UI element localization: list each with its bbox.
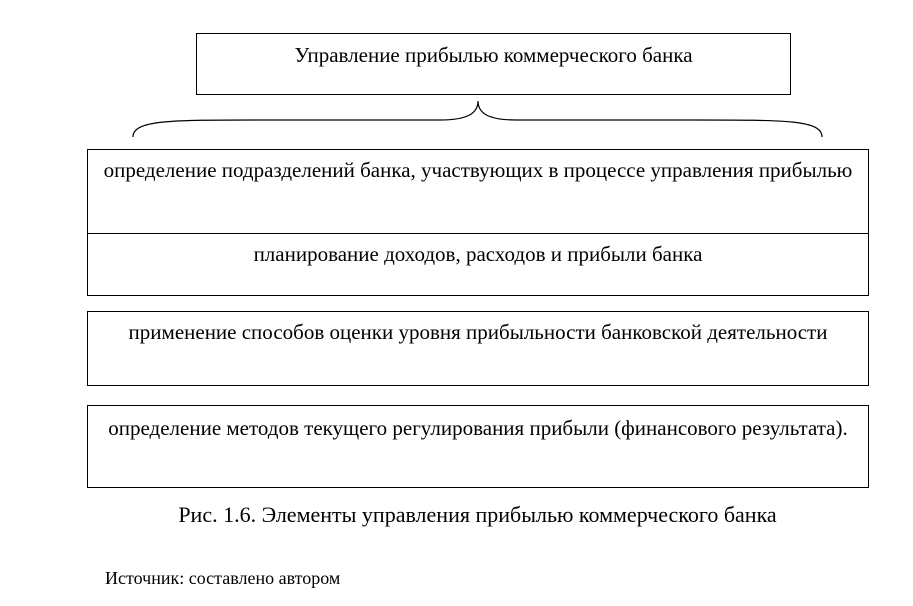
- figure-caption: Рис. 1.6. Элементы управления прибылью коммерческого банка: [178, 502, 777, 527]
- element-text-departments: определение подразделений банка, участвующих в процессе управления прибылью: [103, 158, 853, 182]
- source-note: Источник: составлено автором: [105, 568, 341, 588]
- element-box-departments: [88, 150, 868, 234]
- brace-path: [133, 101, 822, 137]
- elements-group-box: [87, 149, 869, 296]
- element-box-regulation-methods: [87, 405, 869, 488]
- element-text-regulation-methods: определение методов текущего регулирования прибыли (финансового результата).: [108, 416, 848, 440]
- element-box-planning: [88, 234, 868, 296]
- element-text-planning: планирование доходов, расходов и прибыли банка: [253, 242, 703, 266]
- diagram-title: Управление прибылью коммерческого банка: [294, 43, 693, 67]
- diagram-title-box: [196, 33, 791, 95]
- element-box-profitability-assessment: [87, 311, 869, 386]
- element-text-profitability-assessment: применение способов оценки уровня прибыльности банковской деятельности: [128, 320, 828, 344]
